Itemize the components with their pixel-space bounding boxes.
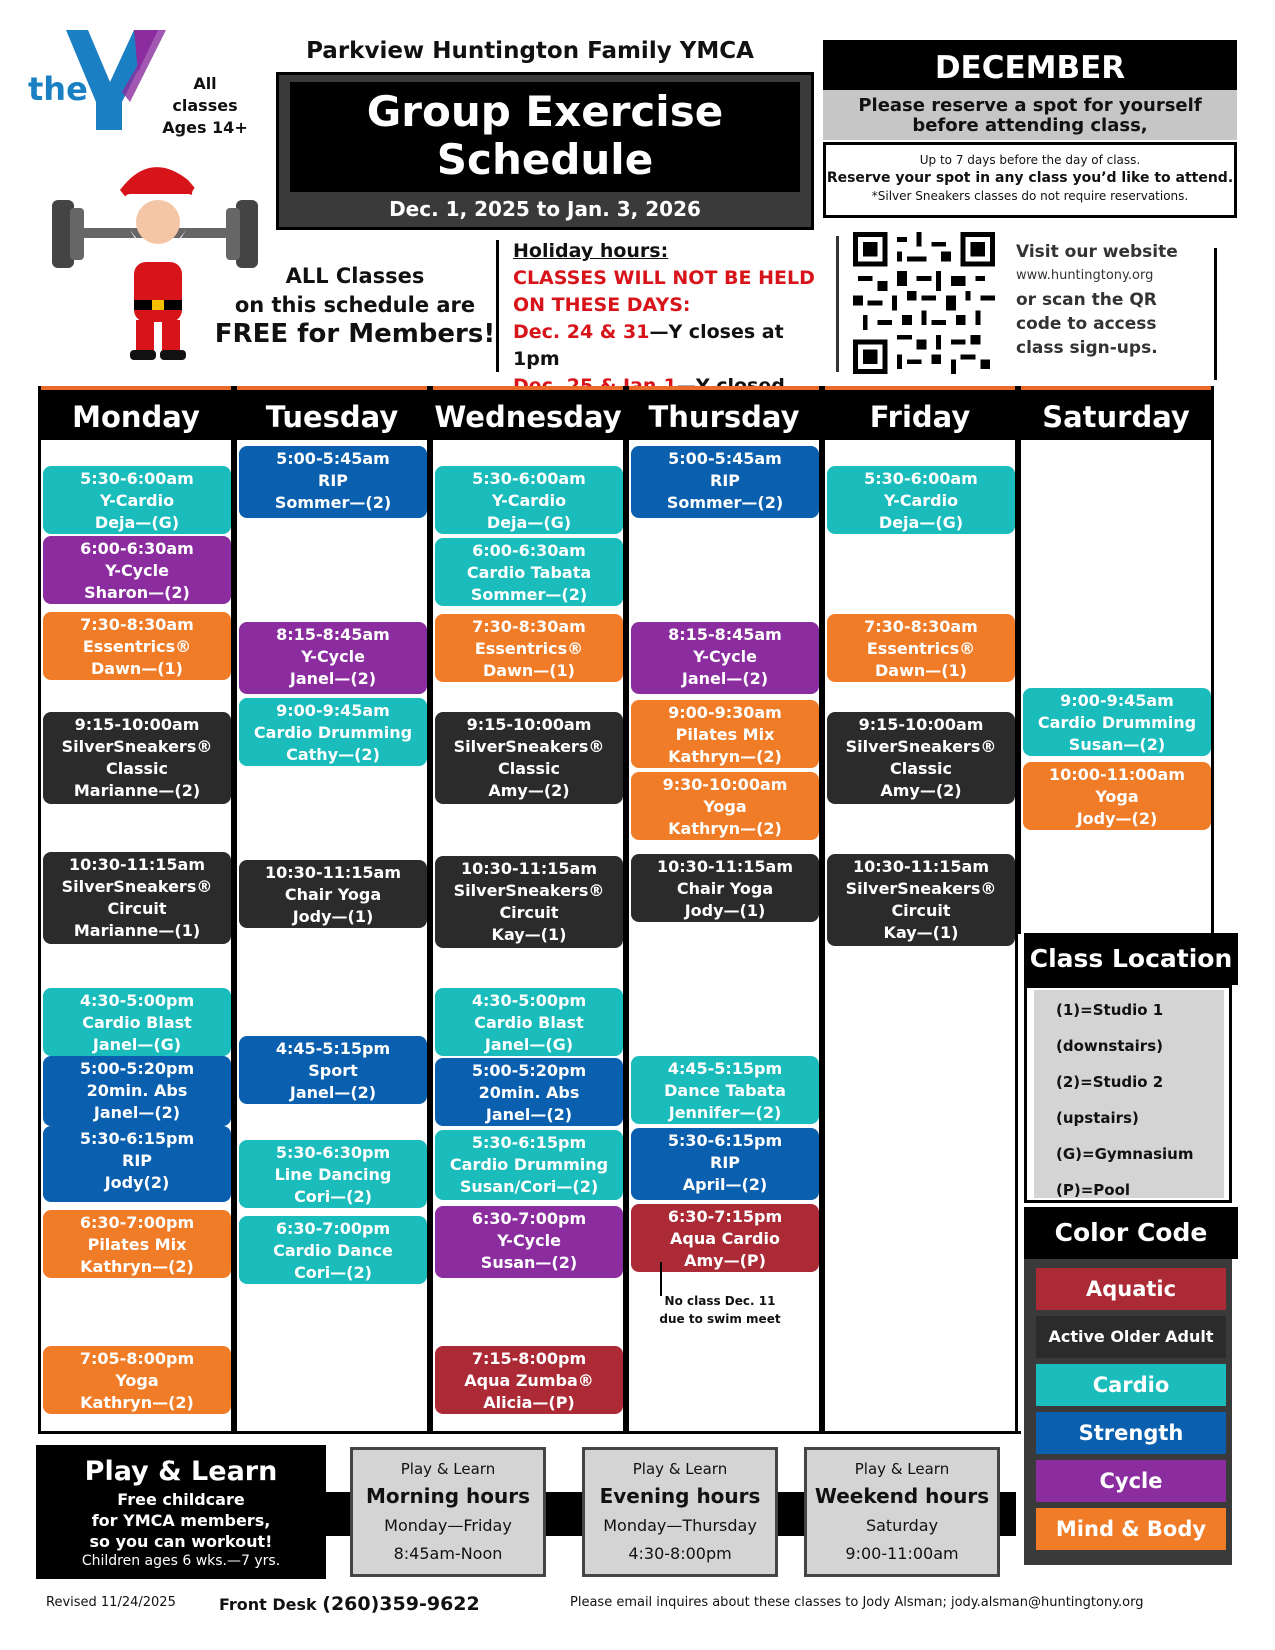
day-header: Thursday: [629, 386, 819, 440]
class-text: 5:00-5:20pm: [79, 1059, 195, 1078]
class-text: 5:30-6:15pm: [667, 1131, 783, 1150]
class-text: Janel—(2): [681, 669, 769, 688]
class-text: Dawn—(1): [874, 661, 967, 680]
class-card[interactable]: [43, 466, 231, 534]
class-text: 20min. Abs: [478, 1083, 580, 1102]
class-text: Deja—(G): [486, 513, 572, 532]
day-header: Monday: [41, 386, 231, 440]
front-desk-phone: Front Desk (260)359-9622: [219, 1593, 480, 1615]
class-text: Sommer—(2): [470, 585, 588, 604]
class-card[interactable]: [827, 712, 1015, 804]
class-text: Jody(2): [104, 1173, 170, 1192]
class-card[interactable]: [43, 712, 231, 804]
class-text: Chair Yoga: [676, 879, 774, 898]
divider: [1214, 248, 1217, 380]
class-card[interactable]: [435, 466, 623, 534]
class-text: Deja—(G): [94, 513, 180, 532]
class-text: 8:15-8:45am: [668, 625, 782, 644]
day-header: Saturday: [1021, 386, 1211, 440]
class-text: 9:00-9:45am: [1060, 691, 1174, 710]
class-card[interactable]: [239, 860, 427, 928]
class-card[interactable]: [631, 1056, 819, 1124]
day-column-saturday: [1018, 386, 1214, 934]
class-text: Kathryn—(2): [80, 1257, 194, 1276]
class-text: 10:30-11:15am: [853, 857, 989, 876]
class-card[interactable]: [239, 698, 427, 766]
class-text: Jody—(2): [1076, 809, 1158, 828]
class-text: Dance Tabata: [664, 1081, 786, 1100]
class-text: 6:00-6:30am: [80, 539, 194, 558]
location-title: Class Location: [1024, 933, 1238, 985]
class-text: Marianne—(1): [73, 921, 201, 940]
class-text: SilverSneakers®: [453, 737, 605, 756]
class-text: 9:00-9:30am: [668, 703, 782, 722]
class-text: Cathy—(2): [286, 745, 380, 764]
class-text: 7:05-8:00pm: [79, 1349, 195, 1368]
location-legend: (1)=Studio 1 (downstairs) (2)=Studio 2 (upstairs) (G)=Gymnasium (P)=Pool: [1034, 990, 1224, 1198]
class-text: Essentrics®: [866, 639, 976, 658]
class-card[interactable]: [631, 700, 819, 768]
class-card[interactable]: [239, 1036, 427, 1104]
class-text: Cardio Tabata: [466, 563, 592, 582]
class-text: Circuit: [499, 903, 559, 922]
class-card[interactable]: [1023, 688, 1211, 756]
class-text: 9:00-9:45am: [276, 701, 390, 720]
class-text: Cardio Blast: [82, 1013, 192, 1032]
class-text: SilverSneakers®: [61, 737, 213, 756]
class-text: 10:00-11:00am: [1049, 765, 1185, 784]
class-card[interactable]: [435, 1346, 623, 1414]
holiday-hours: Holiday hours: CLASSES WILL NOT BE HELD ON THESE DAYS: Dec. 24 & 31—Y closes at 1pm: [513, 240, 815, 370]
page-title: Group Exercise Schedule: [290, 82, 800, 192]
class-text: Sommer—(2): [274, 493, 392, 512]
schedule-dates: Dec. 1, 2025 to Jan. 3, 2026: [389, 197, 701, 221]
class-text: RIP: [710, 1153, 740, 1172]
class-card[interactable]: [43, 1210, 231, 1278]
class-text: RIP: [122, 1151, 152, 1170]
class-text: 7:30-8:30am: [472, 617, 586, 636]
class-text: 10:30-11:15am: [265, 863, 401, 882]
class-text: 7:30-8:30am: [864, 617, 978, 636]
class-text: Alicia—(P): [483, 1393, 575, 1412]
divider: [496, 240, 499, 372]
class-text: Jody—(1): [684, 901, 766, 920]
class-text: 6:30-7:15pm: [667, 1207, 783, 1226]
class-card[interactable]: [631, 1128, 819, 1200]
class-text: Kathryn—(2): [80, 1393, 194, 1412]
class-text: Classic: [105, 759, 169, 778]
divider: [38, 1431, 1021, 1434]
class-text: Janel—(2): [93, 1103, 181, 1122]
class-card[interactable]: [631, 622, 819, 694]
class-text: 4:30-5:00pm: [79, 991, 195, 1010]
class-text: SilverSneakers®: [845, 737, 997, 756]
class-card[interactable]: [435, 856, 623, 948]
month-label: DECEMBER: [823, 40, 1237, 90]
class-text: Essentrics®: [82, 637, 192, 656]
class-card[interactable]: [631, 772, 819, 840]
class-card[interactable]: [631, 446, 819, 518]
class-text: 5:30-6:15pm: [79, 1129, 195, 1148]
contact-email[interactable]: Please email inquires about these classes to Jody Alsman; jody.alsman@huntingtony.org: [570, 1595, 1144, 1610]
class-text: Jennifer—(2): [668, 1103, 782, 1122]
legend-active-older-adult: Active Older Adult: [1036, 1316, 1226, 1358]
class-text: Aqua Cardio: [670, 1229, 780, 1248]
reserve-notice: Please reserve a spot for yourself before attending class,: [823, 90, 1237, 140]
class-text: Amy—(2): [880, 781, 962, 800]
class-text: 10:30-11:15am: [69, 855, 205, 874]
class-card[interactable]: [43, 1346, 231, 1414]
class-card[interactable]: [43, 536, 231, 604]
class-text: 5:30-6:30pm: [275, 1143, 391, 1162]
class-text: Janel—(G): [484, 1035, 574, 1054]
class-text: 4:30-5:00pm: [471, 991, 587, 1010]
class-text: 6:30-7:00pm: [275, 1219, 391, 1238]
branch-name: Parkview Huntington Family YMCA: [306, 38, 754, 64]
day-header: Wednesday: [433, 386, 623, 440]
divider: [836, 236, 839, 372]
class-text: Kay—(1): [491, 925, 567, 944]
class-text: Janel—(2): [289, 669, 377, 688]
legend-strength: Strength: [1036, 1412, 1226, 1454]
class-text: Line Dancing: [274, 1165, 392, 1184]
class-text: Dawn—(1): [90, 659, 183, 678]
class-text: Chair Yoga: [284, 885, 382, 904]
revised-date: Revised 11/24/2025: [46, 1595, 176, 1610]
class-text: 5:30-6:00am: [864, 469, 978, 488]
class-text: Essentrics®: [474, 639, 584, 658]
class-card[interactable]: [239, 622, 427, 694]
day-header: Tuesday: [237, 386, 427, 440]
class-card[interactable]: [1023, 762, 1211, 830]
class-text: RIP: [710, 471, 740, 490]
class-text: Cardio Drumming: [253, 723, 413, 742]
class-text: 4:45-5:15pm: [275, 1039, 391, 1058]
class-text: SilverSneakers®: [61, 877, 213, 896]
class-text: Susan—(2): [1068, 735, 1166, 754]
class-text: Sharon—(2): [84, 583, 190, 602]
class-card[interactable]: [43, 1126, 231, 1202]
website-link[interactable]: www.huntingtony.org: [1016, 268, 1154, 283]
legend-cardio: Cardio: [1036, 1364, 1226, 1406]
class-text: SilverSneakers®: [453, 881, 605, 900]
class-text: 5:00-5:45am: [668, 449, 782, 468]
legend-aquatic: Aquatic: [1036, 1268, 1226, 1310]
class-card[interactable]: [435, 1206, 623, 1278]
class-text: 4:45-5:15pm: [667, 1059, 783, 1078]
class-text: Y-Cycle: [497, 1231, 561, 1250]
class-card[interactable]: [43, 852, 231, 944]
class-text: 6:30-7:00pm: [471, 1209, 587, 1228]
class-card[interactable]: [43, 1056, 231, 1126]
class-text: Circuit: [891, 901, 951, 920]
class-text: Janel—(G): [92, 1035, 182, 1054]
class-text: 7:15-8:00pm: [471, 1349, 587, 1368]
class-text: Y-Cardio: [883, 491, 959, 510]
class-text: Cardio Drumming: [1037, 713, 1197, 732]
play-evening-hours: Play & Learn Evening hours Monday—Thursday 4:30-8:00pm: [582, 1447, 778, 1577]
class-text: 9:15-10:00am: [74, 715, 200, 734]
legend-mind-body: Mind & Body: [1036, 1508, 1226, 1550]
class-text: Amy—(2): [488, 781, 570, 800]
play-morning-hours: Play & Learn Morning hours Monday—Friday 8:45am-Noon: [350, 1447, 546, 1577]
free-note: ALL Classes on this schedule are FREE for Members!: [214, 264, 496, 349]
class-text: 5:00-5:45am: [276, 449, 390, 468]
class-text: Y-Cardio: [99, 491, 175, 510]
class-card[interactable]: [827, 466, 1015, 534]
class-text: Pilates Mix: [87, 1235, 187, 1254]
class-text: Amy—(P): [684, 1251, 766, 1270]
website-note: Visit our website www.huntingtony.org or scan the QR code to access class sign-ups.: [1016, 240, 1216, 360]
class-text: 9:15-10:00am: [466, 715, 592, 734]
class-text: Cardio Dance: [273, 1241, 393, 1260]
class-text: 20min. Abs: [86, 1081, 188, 1100]
class-text: 9:15-10:00am: [858, 715, 984, 734]
class-card[interactable]: [239, 446, 427, 518]
class-text: 10:30-11:15am: [657, 857, 793, 876]
class-note: No class Dec. 11 due to swim meet: [659, 1294, 781, 1326]
class-text: Cardio Blast: [474, 1013, 584, 1032]
class-text: Aqua Zumba®: [464, 1371, 594, 1390]
logo-text: the: [28, 70, 88, 108]
class-text: 8:15-8:45am: [276, 625, 390, 644]
play-learn-banner: Play & Learn Free childcare for YMCA members, so you can workout! Children ages 6 wks.—7 yrs.: [36, 1445, 326, 1579]
class-text: Susan/Cori—(2): [459, 1177, 599, 1196]
class-text: 7:30-8:30am: [80, 615, 194, 634]
class-text: Cardio Drumming: [449, 1155, 609, 1174]
class-text: April—(2): [682, 1175, 768, 1194]
class-text: Y-Cardio: [491, 491, 567, 510]
class-text: Janel—(2): [485, 1105, 573, 1124]
class-card[interactable]: [43, 612, 231, 680]
class-text: Cori—(2): [294, 1263, 372, 1282]
class-text: 6:00-6:30am: [472, 541, 586, 560]
class-text: Kathryn—(2): [668, 819, 782, 838]
class-text: 9:30-10:00am: [662, 775, 788, 794]
class-text: 6:30-7:00pm: [79, 1213, 195, 1232]
class-text: Classic: [497, 759, 561, 778]
class-text: Y-Cycle: [693, 647, 757, 666]
class-text: 5:30-6:15pm: [471, 1133, 587, 1152]
class-text: Marianne—(2): [73, 781, 201, 800]
class-text: Classic: [889, 759, 953, 778]
class-card[interactable]: [239, 1216, 427, 1284]
class-text: 10:30-11:15am: [461, 859, 597, 878]
class-text: Yoga: [1095, 787, 1139, 806]
class-card[interactable]: [435, 1130, 623, 1200]
class-text: Kathryn—(2): [668, 747, 782, 766]
class-text: 5:00-5:20pm: [471, 1061, 587, 1080]
class-card[interactable]: [435, 712, 623, 804]
class-text: Kay—(1): [883, 923, 959, 942]
class-text: Sommer—(2): [666, 493, 784, 512]
qr-code-icon[interactable]: [853, 232, 995, 374]
class-text: RIP: [318, 471, 348, 490]
age-note: All classes Ages 14+: [162, 74, 248, 137]
arrow-up-icon: [660, 1262, 662, 1296]
class-text: Cori—(2): [294, 1187, 372, 1206]
class-text: Y-Cycle: [105, 561, 169, 580]
class-text: Pilates Mix: [675, 725, 775, 744]
class-text: Yoga: [703, 797, 747, 816]
class-text: SilverSneakers®: [845, 879, 997, 898]
class-card[interactable]: [827, 614, 1015, 682]
color-code-title: Color Code: [1024, 1207, 1238, 1259]
class-text: Janel—(2): [289, 1083, 377, 1102]
class-text: Yoga: [115, 1371, 159, 1390]
class-card[interactable]: [435, 1058, 623, 1126]
class-card[interactable]: [827, 854, 1015, 946]
class-card[interactable]: [435, 614, 623, 682]
class-text: 5:30-6:00am: [472, 469, 586, 488]
class-card[interactable]: [239, 1140, 427, 1208]
class-text: Sport: [308, 1061, 358, 1080]
day-header: Friday: [825, 386, 1015, 440]
class-card[interactable]: [435, 538, 623, 606]
class-text: Deja—(G): [878, 513, 964, 532]
class-text: Circuit: [107, 899, 167, 918]
reserve-details: Up to 7 days before the day of class. Reserve your spot in any class you’d like to attend. *Silver Sneakers classes do not require reservations.: [823, 142, 1237, 218]
class-text: 5:30-6:00am: [80, 469, 194, 488]
class-text: Susan—(2): [480, 1253, 578, 1272]
class-text: Dawn—(1): [482, 661, 575, 680]
legend-cycle: Cycle: [1036, 1460, 1226, 1502]
class-card[interactable]: [435, 988, 623, 1056]
class-text: Jody—(1): [292, 907, 374, 926]
class-card[interactable]: [631, 854, 819, 922]
play-weekend-hours: Play & Learn Weekend hours Saturday 9:00-11:00am: [804, 1447, 1000, 1577]
class-text: Y-Cycle: [301, 647, 365, 666]
class-card[interactable]: [43, 988, 231, 1056]
